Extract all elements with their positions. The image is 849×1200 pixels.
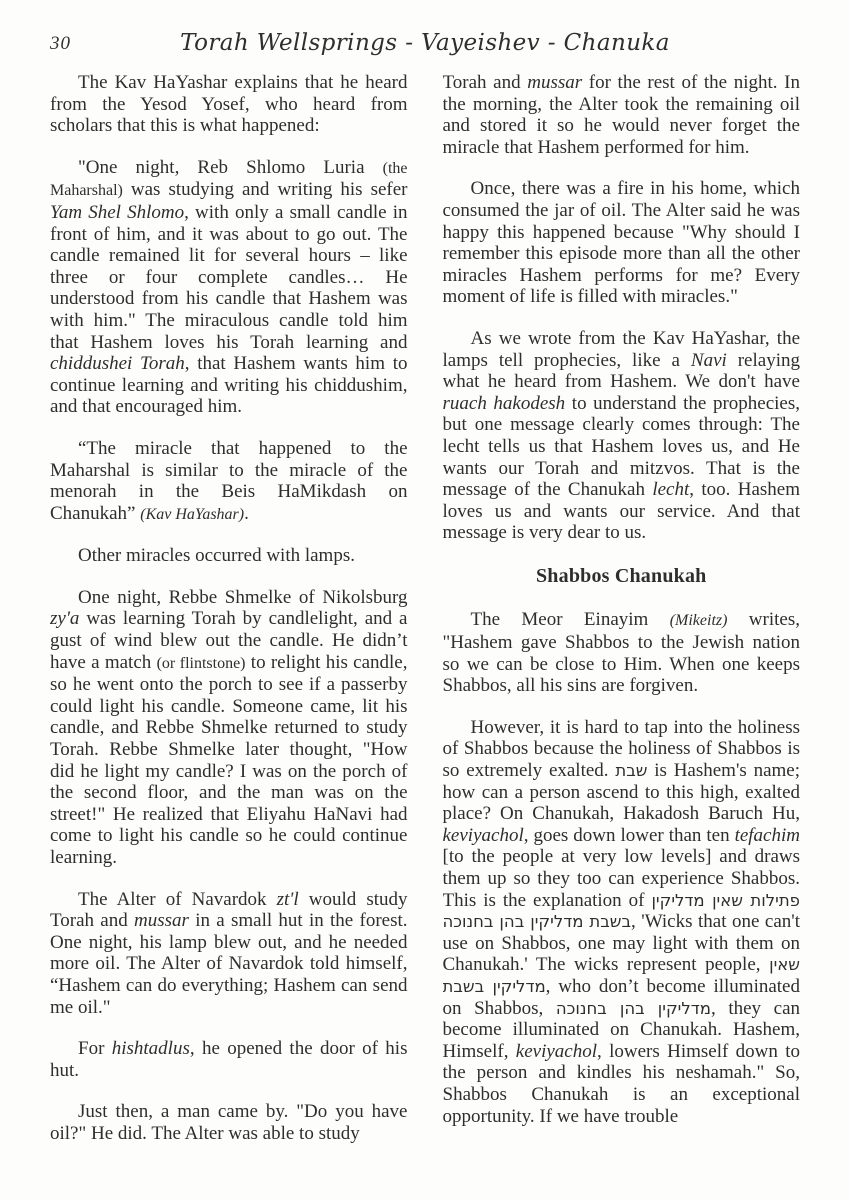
- paragraph: [50, 587, 408, 869]
- text-run: mussar: [134, 910, 189, 932]
- text-run: is Hashem's name; how can a person ascend to this high, exalted place? On Chanukah, Hakadosh Baruch Hu,: [442, 760, 800, 825]
- section-heading: Shabbos Chanukah: [535, 564, 707, 587]
- text-run: hishtadlus: [111, 1038, 190, 1060]
- text-run: “The miracle that happened to the Maharshal is similar to the miracle of the menorah in the Beis HaMikdash on Chanukah”: [50, 437, 408, 524]
- text-run: was learning Torah by candlelight, and a gust of wind blew out the candle. He didn’t have a match: [50, 608, 408, 673]
- text-run: (or flintstone): [156, 654, 246, 672]
- text-run: Navi: [690, 349, 727, 371]
- text-run: [to the people at very low levels] and draws them up so they too can experience Shabbos. This is the explanation of: [442, 846, 800, 911]
- hebrew-text-run: פתילות שאין מדליקין בשבת מדליקין בהן בחנוכה: [442, 890, 800, 932]
- text-run: The Kav HaYashar explains that he heard from the Yesod Yosef, who heard from scholars that this is what happened:: [50, 72, 408, 137]
- text-run: (the Maharshal): [50, 159, 408, 200]
- text-run: , lowers Himself down to the person and kindles his neshamah." So, Shabbos Chanukah is an exceptional opportunity. If we have trouble: [442, 1040, 800, 1127]
- text-run: lecht: [652, 479, 690, 501]
- text-run: writes, "Hashem gave Shabbos to the Jewish nation so we can be close to Him. When one keeps Shabbos, all his sins are forgiven.: [442, 609, 800, 697]
- text-run: , who don’t become illuminated on Shabbos,: [442, 975, 800, 1019]
- text-run: ruach hakodesh: [442, 392, 566, 414]
- text-run: would study Torah and: [50, 888, 408, 932]
- text-run: zt'l: [276, 888, 299, 910]
- text-run: , 'Wicks that one can't use on Shabbos, one may light with them on Chanukah.' The wicks represent people,: [442, 911, 800, 976]
- text-run: Just then, a man came by. "Do you have oil?" He did. The Alter was able to study: [50, 1101, 408, 1144]
- text-run: , they can become illuminated on Chanukah. Hashem, Himself,: [442, 997, 800, 1062]
- text-run: Yam Shel Shlomo: [50, 201, 185, 223]
- paragraph: [443, 609, 801, 696]
- paragraph: [50, 545, 408, 567]
- text-run: (Mikeitz): [669, 612, 728, 630]
- hebrew-text-run: מדליקין בהן בחנוכה: [555, 998, 711, 1018]
- paragraph: [443, 717, 801, 1127]
- text-run: to relight his candle, so he went onto the porch to see if a passerby could light his candle. Someone came, lit his candle, and Rebbe Shmelke returned to study Torah. Rebbe Shmelke later thought, "How did he light my candle? I was on the porch of the second floor, and the man was on the street!" He realized that Eliyahu HaNavi had come to light his candle so he could continue learning.: [50, 651, 408, 868]
- text-run: However, it is hard to tap into the holiness of Shabbos because the holiness of Shabbos is so extremely exalted.: [442, 716, 800, 782]
- text-run: For: [78, 1038, 112, 1060]
- paragraph: [443, 328, 801, 544]
- hebrew-text-run: שאין מדליקין בשבת: [442, 955, 800, 996]
- text-run: The Meor Einayim: [470, 609, 670, 631]
- paragraph: [50, 889, 408, 1019]
- text-run: , too. Hashem loves us and wants our service. And that message is very dear to us.: [442, 479, 800, 544]
- text-run: As we wrote from the Kav HaYashar, the lamps tell prophecies, like a: [442, 327, 800, 371]
- paragraph: [443, 178, 801, 308]
- paragraph: [50, 1101, 408, 1144]
- text-run: .: [244, 502, 249, 524]
- text-run: to understand the prophecies, but one message clearly comes through: The lecht tells us that Hashem loves us, and He wants our Torah and mitzvos. That is the message of the Chanukah: [442, 392, 800, 501]
- text-run: Once, there was a fire in his home, which consumed the jar of oil. The Alter said he was happy this happened because "Why should I remember this episode more than all the other miracles Hashem performs for me? Every moment of life is filled with miracles.": [442, 178, 800, 308]
- text-run: in a small hut in the forest. One night, his lamp blew out, and he needed more oil. The Alter of Navardok told himself, “Hashem can do everything; Hashem can send me oil.": [50, 910, 408, 1018]
- text-run: keviyachol: [515, 1040, 598, 1062]
- text-run: keviyachol: [442, 824, 524, 846]
- text-run: , that Hashem wants him to continue learning and writing his chiddushim, and that encouraged him.: [50, 353, 408, 418]
- text-run: for the rest of the night. In the morning, the Alter took the remaining oil and stored it so he would never forget the miracle that Hashem performed for him.: [442, 72, 800, 158]
- hebrew-text-run: שבת: [615, 761, 648, 781]
- text-run: tefachim: [734, 824, 800, 846]
- text-run: The Alter of Navardok: [78, 888, 277, 910]
- page-header: [50, 30, 800, 62]
- paragraph: [443, 72, 801, 158]
- text-run: (Kav HaYashar): [140, 505, 245, 523]
- text-run: , he opened the door of his hut.: [50, 1038, 408, 1081]
- text-run: relaying what he heard from Hashem. We don't have: [442, 349, 800, 393]
- text-run: Torah and: [442, 72, 528, 93]
- text-run: zy'a: [50, 608, 80, 630]
- text-run: , with only a small candle in front of him, and it was about to go out. The candle remained lit for several hours – like three or four complete candles… He understood from his candle that Hashem was with him." The miraculous candle told him that Hashem loves his Torah learning and: [50, 201, 408, 353]
- right-column: [443, 72, 801, 1160]
- page-number: 30: [50, 33, 71, 54]
- text-run: "One night, Reb Shlomo Luria: [78, 156, 383, 178]
- paragraph: [50, 1038, 408, 1081]
- paragraph: [50, 157, 408, 418]
- text-run: One night, Rebbe Shmelke of Nikolsburg: [78, 586, 408, 608]
- paragraph: [50, 438, 408, 525]
- text-run: chiddushei Torah: [50, 353, 185, 375]
- left-column: [50, 72, 408, 1160]
- text-run: Other miracles occurred with lamps.: [78, 545, 355, 567]
- two-column-layout: [50, 72, 800, 1160]
- text-run: mussar: [527, 72, 583, 93]
- paragraph: [50, 72, 408, 137]
- text-run: was studying and writing his sefer: [122, 179, 408, 201]
- text-run: , goes down lower than ten: [523, 824, 735, 846]
- page-title: Torah Wellsprings - Vayeishev - Chanuka: [180, 30, 670, 56]
